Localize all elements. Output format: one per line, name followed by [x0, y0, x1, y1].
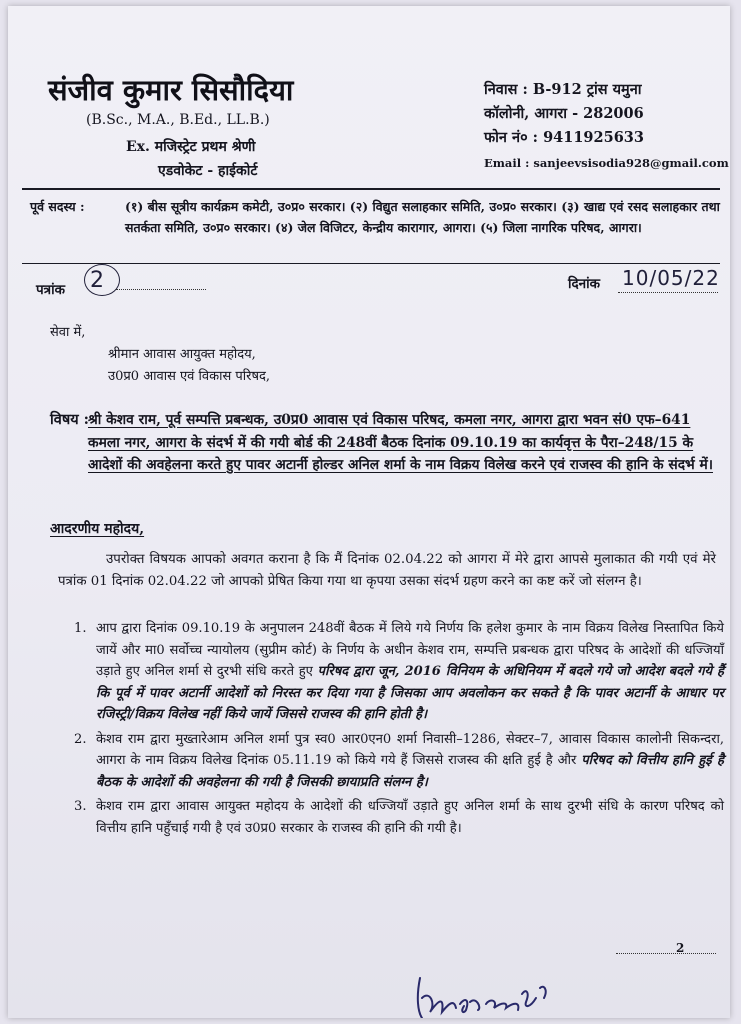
date-value: 10/05/22	[622, 266, 720, 290]
item-emphasis: परिषद द्वारा जून, 2016 विनियम के अधिनियम में बदले गये जो आदेश बदले गये हैं कि पूर्व में पावर अटार्नी आदेशों को निरस्त कर दिया गया है जिसका आप अवलोकन कर सकते है कि पावर अटार्नी के आधार पर रजिस्ट्री/विक्रय विलेख नहीं किये जायें जिससे राजस्व की हानि होती है।	[96, 664, 724, 722]
list-item	[74, 796, 724, 839]
subject-label: विषय :	[50, 411, 90, 428]
continuation-dots	[616, 953, 716, 954]
patrank-number: 2	[90, 268, 104, 293]
patrank-dotted-line	[116, 289, 206, 290]
letterhead-advocate: एडवोकेट - हाईकोर्ट	[158, 163, 258, 179]
address-line-2: कॉलोनी, आगरा - 282006	[484, 105, 644, 122]
item-text: केशव राम द्वारा आवास आयुक्त महोदय के आदेशों की धज्जियाँ उड़ाते हुए अनिल शर्मा के साथ दुरभी संधि के कारण परिषद को वित्तीय हानि पहुँचाई गयी है एवं उ0प्र0 सरकार के राजस्व की हानि की गयी है।	[96, 799, 724, 836]
item-number: 3.	[74, 799, 87, 814]
letterhead-name: संजीव कुमार सिसौदिया	[48, 73, 294, 107]
past-member-label: पूर्व सदस्य :	[30, 199, 85, 214]
letterhead-designation: Ex. मजिस्ट्रेट प्रथम श्रेणी	[126, 139, 256, 155]
patrank-label: पत्रांक	[36, 282, 65, 298]
letterhead-degrees: (B.Sc., M.A., B.Ed., LL.B.)	[86, 112, 270, 128]
date-label: दिनांक	[568, 276, 601, 292]
item-emphasis: परिषद को वित्तीय हानि हुई है बैठक के आदेशों की अवहेलना की गयी है जिसकी छायाप्रति संलग्न है।	[96, 753, 724, 790]
phone: फोन नं० : 9411925633	[484, 129, 644, 146]
list-item	[74, 618, 724, 726]
item-text: आप द्वारा दिनांक 09.10.19 के अनुपालन 248वीं बैठक में लिये गये निर्णय कि हलेश कुमार के नाम विक्रय विलेख निस्तापित किये जायें और मा0 सर्वोच्च न्यायोलय (सुप्रीम कोर्ट) के निर्णय के अधीन केशव राम, सम्पत्ति प्रबन्धक द्वारा परिषद के आदेशों की धज्जियाँ उड़ाते हुए अनिल शर्मा से दुरभी संधि करते हुए	[96, 621, 724, 679]
addressee-salutation: सेवा में,	[50, 325, 86, 340]
continuation-page-number: 2	[676, 941, 685, 955]
addressee-line-1: श्रीमान आवास आयुक्त महोदय,	[108, 347, 256, 362]
item-number: 2.	[74, 731, 87, 747]
signature-icon	[406, 968, 566, 1018]
numbered-points	[74, 618, 724, 842]
list-item	[74, 729, 724, 794]
intro-paragraph: उपरोक्त विषयक आपको अवगत कराना है कि मैं दिनांक 02.04.22 को आगरा में मेरे द्वारा आपसे मुलाकात की गयी एवं मेरे पत्रांक 01 दिनांक 02.04.22 जो आपको प्रेषित किया गया था कृपया उसका संदर्भ ग्रहण करने का कष्ट करें जो संलग्न है।	[58, 552, 716, 589]
past-member-text: (१) बीस सूत्रीय कार्यक्रम कमेटी, उ०प्र० सरकार। (२) विद्युत सलाहकार समिति, उ०प्र० सरकार। (३) खाद्य एवं रसद सलाहकार तथा सतर्कता समिति, उ०प्र० सरकार। (४) जेल विजिटर, केन्द्रीय कारागार, आगरा। (५) जिला नागरिक परिषद, आगरा।	[125, 199, 720, 235]
email: Email : sanjeevsisodia928@gmail.com	[484, 156, 729, 170]
past-member-divider	[22, 263, 720, 264]
letter-page	[8, 6, 730, 1018]
item-text: केशव राम द्वारा मुख्तारेआम अनिल शर्मा पुत्र स्व0 आर0एन0 शर्मा निवासी–1286, सेक्टर–7, आवास विकास कालोनी सिकन्दरा, आगरा के नाम विक्रय विलेख दिनांक 05.11.19 को किये गये हैं जिससे राजस्व की क्षति हुई है और	[96, 731, 724, 768]
item-number: 1.	[74, 621, 87, 636]
subject-text: श्री केशव राम, पूर्व सम्पत्ति प्रबन्धक, उ0प्र0 आवास एवं विकास परिषद, कमला नगर, आगरा द्वारा भवन सं0 एफ–641 कमला नगर, आगरा के संदर्भ में की गयी बोर्ड की 248वीं बैठक दिनांक 09.10.19 का कार्यवृत्त के पैरा–248/15 के आदेशों की अवहेलना करते हुए पावर अटार्नी होल्डर अनिल शर्मा के नाम विक्रय विलेख करने एवं राजस्व की हानि के संदर्भ में।	[88, 412, 713, 473]
letterhead-address	[484, 78, 729, 175]
addressee-line-2: उ0प्र0 आवास एवं विकास परिषद,	[108, 369, 271, 384]
greeting: आदरणीय महोदय,	[50, 521, 145, 537]
header-divider	[22, 188, 720, 190]
address-line-1: निवास : B-912 ट्रांस यमुना	[484, 81, 642, 98]
date-dotted-line	[618, 292, 718, 293]
